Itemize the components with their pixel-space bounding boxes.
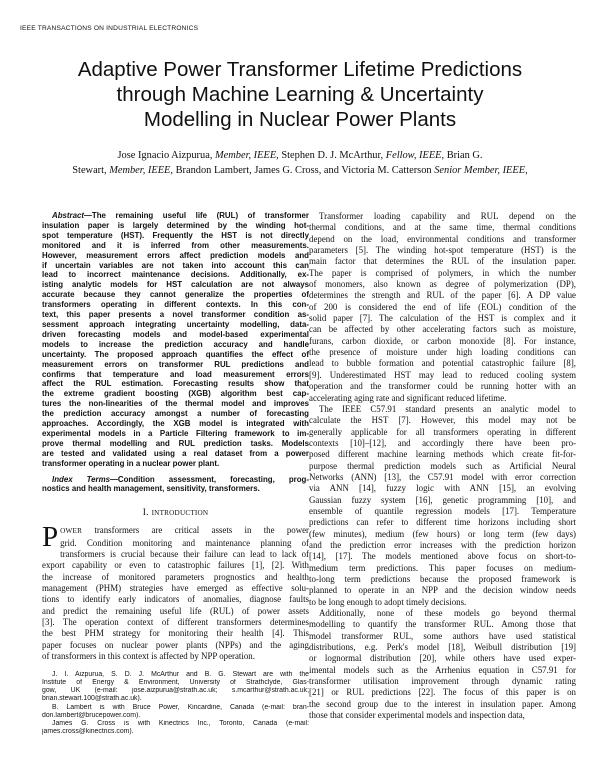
text-line: parameters [5]. The winding hot-spot temperature (HST) is the: [309, 245, 576, 256]
intro-line: [42, 640, 309, 651]
author-membership: Senior Member, IEEE,: [434, 165, 528, 176]
author-name: Stewart,: [72, 165, 110, 176]
paragraph: [309, 608, 576, 721]
text-line: can be affected by other accelerating factors such as moisture,: [309, 324, 576, 335]
abstract-text: tures the non-linearities of the thermal model and improves: [42, 399, 309, 409]
text-line: of 200 is considered the end of life (EOL) condition of the: [309, 301, 576, 312]
abstract-text: uncertainty. The proposed approach quantifies the effect of: [42, 349, 309, 359]
left-column: [42, 211, 309, 737]
abstract-line: [42, 330, 309, 340]
footnote-line: brian.stewart.100@strath.ac.uk).: [42, 695, 142, 703]
abstract-line: [42, 211, 309, 221]
text-line: ensemble of quantile regression models [17]. Temperature: [309, 505, 576, 516]
introduction-text: [42, 521, 309, 662]
text-line: thermal conditions, and at the same time, thermal conditions: [309, 222, 576, 233]
abstract-text: isting analytic models for HST calculation are not always: [42, 280, 309, 290]
abstract-line: [42, 340, 309, 350]
text-line: Networks (ANN) [13], the C57.91 model with error correction: [309, 471, 576, 482]
author-line: [20, 163, 580, 178]
author-name: Stephen D. J. McArthur,: [278, 150, 386, 161]
author-membership: Member, IEEE,: [109, 165, 173, 176]
author-line: [20, 148, 580, 163]
abstract-dash: —: [84, 211, 92, 220]
text-line: [14], [17]. The models mentioned above focus on short-to-: [309, 551, 576, 562]
abstract-line: [42, 310, 309, 320]
abstract-line: [42, 350, 309, 360]
intro-text: the increase of monitored parameters prognostics and health: [42, 571, 309, 582]
abstract-text: sessment approach integrating uncertainty modelling, data-: [42, 319, 309, 329]
text-line: the presence of moisture under high loading conditions can: [309, 347, 576, 358]
author-name: Jose Ignacio Aizpurua,: [117, 150, 216, 161]
abstract-text: accurate because they cannot generalize the properties of: [42, 290, 309, 300]
abstract-line: [42, 280, 309, 290]
text-line: depend on the load, environmental conditions and transformer: [309, 233, 576, 244]
abstract-text: experimental models in a Particle Filtering framework to im-: [42, 428, 309, 438]
author-membership: Fellow, IEEE,: [385, 150, 445, 161]
intro-text: transformers are critical assets in the power: [82, 525, 309, 536]
title-line: Adaptive Power Transformer Lifetime Predictions: [77, 58, 523, 81]
text-line: of monomers, also known as degree of polymerization (DP),: [309, 279, 576, 290]
abstract-line: [42, 379, 309, 389]
abstract-line: [42, 290, 309, 300]
abstract-text: if uncertain variables are not taken into account this can: [42, 260, 309, 270]
abstract-text: affect the RUL estimation. Forecasting results show that: [42, 379, 309, 389]
abstract-text: measurement errors on transformer RUL predictions and: [42, 359, 309, 369]
abstract-text: the extreme gradient boosting (XGB) algorithm best cap-: [42, 389, 309, 399]
abstract-line: [42, 300, 309, 310]
footnote-line: gow, UK (e-mail: jose.aizpurua@strath.ac.uk; s.mcarthur@strath.ac.uk;: [42, 687, 309, 694]
footnote-line: James G. Cross is with Kinectrics Inc., Toronto, Canada (e-mail:: [52, 720, 309, 727]
text-line: transformer utilisation improvement through dynamic rating: [309, 676, 576, 687]
intro-text: [3]. The operation context of different transformers determines: [42, 617, 309, 628]
intro-text: the best PHM strategy for monitoring their health [4]. This: [42, 628, 309, 639]
abstract-text: prove thermal modelling and RUL prediction tasks. Models: [42, 438, 309, 448]
text-line: [21] or RUL predictions [22]. The focus of this paper is on: [309, 687, 576, 698]
abstract-text: transformers operating in different contexts. In this con-: [42, 300, 309, 310]
text-line: generally applicable for all transformers operating in different: [309, 426, 576, 437]
abstract-text: lead to incorrect maintenance decisions. Additionally, ex-: [42, 270, 309, 280]
text-line: lead to bubble formation and potential catastrophic failure [8],: [309, 358, 576, 369]
index-terms-line: [42, 484, 309, 494]
text-line: [9]. Underestimated HST may lead to reduced cooling system: [309, 369, 576, 380]
text-line: (few minutes), medium (few hours) or long term (few days): [309, 528, 576, 539]
index-terms-label: Index Terms: [52, 474, 111, 484]
text-line: furans, carbon dioxide, or carbon monoxide [8]. For instance,: [309, 335, 576, 346]
intro-text: transformers is crucial because their failure can lead to lack of: [60, 549, 309, 560]
section-numeral: I.: [142, 507, 152, 519]
abstract-line: [42, 370, 309, 380]
text-line: operation and the transformer could be running hotter with an: [309, 381, 576, 392]
text-line: planned to operate in an NPP and the decision window needs: [309, 585, 576, 596]
abstract-line: [42, 449, 309, 459]
footnote-line: don.lambert@brucepower.com).: [42, 711, 141, 719]
abstract-line: [42, 221, 309, 231]
abstract-line: [42, 399, 309, 409]
title-line: Modelling in Nuclear Power Plants: [143, 108, 457, 131]
index-terms-line: [42, 475, 309, 485]
text-line: Additionally, none of these models go beyond thermal: [319, 608, 576, 619]
footnotes: [42, 671, 309, 737]
intro-line: [42, 560, 309, 571]
author-membership: Member, IEEE,: [215, 150, 279, 161]
abstract-line: [42, 231, 309, 241]
text-line: accelerating aging rate and significant reduced lifetime.: [309, 392, 507, 403]
index-terms: [42, 475, 309, 495]
drop-cap: P: [42, 521, 59, 554]
intro-text: export capability or even to catastrophic failures [1], [2]. With: [42, 560, 309, 571]
journal-header: IEEE TRANSACTIONS ON INDUSTRIAL ELECTRONICS: [20, 25, 199, 32]
text-line: The IEEE C57.91 standard presents an analytic model to: [319, 403, 576, 414]
abstract-text: models to increase the prediction accuracy and handle: [42, 339, 309, 349]
paragraph: [309, 211, 576, 404]
intro-line: [42, 628, 309, 639]
body-text: [309, 211, 576, 721]
abstract-line: [42, 261, 309, 271]
text-line: those that consider experimental models and inspection data,: [309, 710, 525, 721]
intro-line: [60, 549, 309, 560]
intro-text: paper focuses on nuclear power plants (NPPs) and the aging: [42, 639, 309, 650]
text-line: predictions can refer to different time horizons including short: [309, 517, 576, 528]
intro-line: [42, 606, 309, 617]
text-line: The paper is comprised of polymers, in which the number: [309, 267, 576, 278]
intro-line: [42, 617, 309, 628]
paragraph: [309, 404, 576, 608]
abstract-line: [42, 389, 309, 399]
intro-text: and predict the remaining useful life (RUL) of power assets: [42, 605, 309, 616]
right-column: [309, 211, 576, 721]
text-line: and the prediction error increases with the prediction horizon: [309, 539, 576, 550]
text-line: or lognormal distribution [20], while others have used exper-: [309, 653, 576, 664]
text-line: imental models such as the Arrhenius equation in C57.91 for: [309, 664, 576, 675]
footnote-line: james.cross@kinectrics.com).: [42, 728, 134, 736]
text-line: to be long enough to adopt timely decisions.: [309, 596, 467, 607]
abstract-text: text, this paper presents a novel transformer condition as-: [42, 310, 309, 320]
text-line: solid paper [7]. The calculation of the HST is complex and it: [309, 313, 576, 324]
text-line: to-long term predictions because the proposed framework is: [309, 574, 576, 584]
section-title: INTRODUCTION: [151, 509, 209, 518]
section-heading-introduction: [42, 507, 309, 519]
intro-text: of transformers in this context is affected by NPP operation.: [42, 651, 255, 662]
text-line: posed different machine learning methods which create fit-for-: [309, 449, 576, 460]
abstract-line: [42, 270, 309, 280]
abstract-line: [42, 360, 309, 370]
abstract-text: approaches. Accordingly, the XGB model is integrated with: [42, 419, 309, 429]
footnote-line: B. Lambert is with Bruce Power, Kincardine, Canada (e-mail: bran-: [52, 703, 309, 711]
text-line: Gaussian fuzzy system [16], genetic programming [10], and: [309, 494, 576, 505]
text-line: modelling to quantify the transformer RUL. Among those that: [309, 619, 576, 630]
index-terms-text: nostics and health management, sensitivity, transformers.: [42, 484, 260, 494]
intro-line: [42, 583, 309, 594]
abstract-text: However, measurement errors affect prediction models and: [42, 250, 309, 260]
first-word-rest: OWER: [60, 527, 83, 536]
abstract-text: driven forecasting models and model-based experimental: [42, 329, 309, 339]
index-terms-dash: —: [110, 474, 118, 484]
intro-text: management (PHM) strategies have emerged as effective solu-: [42, 583, 309, 594]
abstract-line: [42, 320, 309, 330]
abstract-text: The remaining useful life (RUL) of transformer: [91, 211, 309, 220]
footnote-line: Institute of Energy & Environment, University of Strathclyde, Glas-: [42, 678, 309, 686]
intro-text: tions to identify early indicators of anomalies, diagnose faults: [42, 594, 309, 605]
text-line: distributions, e.g. Perk's model [18], Weibull distribution [19]: [309, 642, 576, 653]
footnote-line: J. I. Aizpurua, S. D. J. McArthur and B. G. Stewart are with the: [52, 670, 309, 678]
text-line: determines the strength and RUL of the paper [6]. A DP value: [309, 290, 576, 301]
text-line: model transformer RUL, some authors have used statistical: [309, 630, 576, 641]
abstract-text: spot temperature (HST). Frequently the HST is not directly: [42, 230, 309, 240]
text-line: contexts [10]–[12], and accordingly there have been pro-: [309, 437, 576, 448]
abstract-text: confirms that temperature and load measurement errors: [42, 369, 309, 379]
abstract-text: monitored and it is inferred from other measurements.: [42, 240, 309, 250]
intro-line: [60, 538, 309, 549]
abstract: [42, 211, 309, 469]
abstract-line: [42, 241, 309, 251]
abstract-line: [42, 439, 309, 449]
abstract-line: [42, 419, 309, 429]
author-name: Brandon Lambert, James G. Cross, and Victoria M. Catterson: [172, 165, 435, 176]
text-line: Transformer loading capability and RUL depend on the: [319, 211, 576, 221]
intro-line: [60, 525, 309, 537]
intro-line: [42, 651, 309, 662]
intro-text: grid. Condition monitoring and maintenance planning of: [60, 537, 309, 548]
abstract-text: the prediction accuracy amongst a number of forecasting: [42, 409, 309, 419]
abstract-label: Abstract: [52, 211, 85, 220]
author-list: [20, 148, 580, 178]
abstract-text: insulation paper is largely determined by the winding hot-: [42, 220, 309, 230]
text-line: purpose thermal prediction models such as Artificial Neural: [309, 460, 576, 471]
author-name: Brian G.: [444, 150, 483, 161]
index-terms-text: Condition assessment, forecasting, prog-: [117, 474, 309, 484]
paper-title: [20, 57, 580, 132]
intro-line: [42, 572, 309, 583]
abstract-text: are tested and validated using a real dataset from a power: [42, 448, 309, 458]
abstract-line: [42, 429, 309, 439]
title-line: through Machine Learning & Uncertainty: [116, 83, 484, 106]
abstract-text: transformer operating in a nuclear power plant.: [42, 458, 220, 468]
abstract-line: [42, 251, 309, 261]
text-line: the second group due to the interest in insulation paper. Among: [309, 698, 576, 709]
abstract-line: [42, 409, 309, 419]
intro-line: [42, 594, 309, 605]
text-line: calculate the HST [7]. However, this model may not be: [309, 415, 576, 426]
text-line: medium term predictions. This paper focuses on medium-: [309, 562, 576, 573]
text-line: main factor that determines the RUL of the insulation paper.: [309, 256, 576, 267]
text-line: via ANN [14], fuzzy logic with ANN [15], an evolving: [309, 483, 576, 494]
abstract-line: [42, 459, 309, 469]
